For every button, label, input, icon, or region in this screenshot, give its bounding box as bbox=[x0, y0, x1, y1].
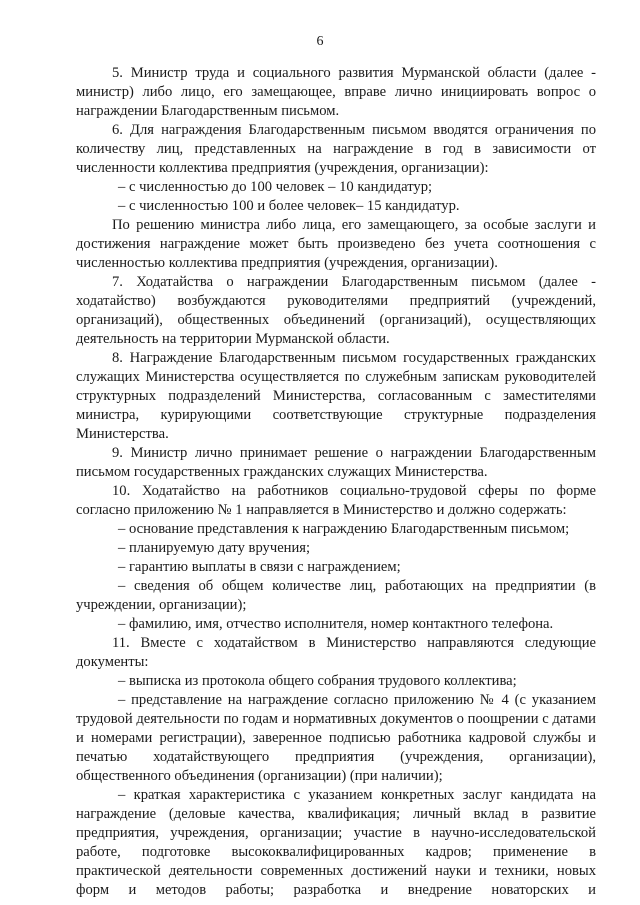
paragraph-9: 9. Министр лично принимает решение о награждении Благодарственным письмом государственных гражданских служащих Министерства. bbox=[76, 445, 596, 480]
paragraph-7: 7. Ходатайства о награждении Благодарственным письмом (далее - ходатайство) возбуждаются руководителями предприятий (учреждений, организаций), общественных объединений (организаций), осуществляющих деятельность на территории Мурманской области. bbox=[76, 274, 596, 347]
paragraph-10: 10. Ходатайство на работников социально-трудовой сферы по форме согласно приложению № 1 направляется в Министерство и должно содержать: bbox=[76, 483, 596, 518]
list-item: – планируемую дату вручения; bbox=[118, 540, 311, 556]
paragraph-11: 11. Вместе с ходатайством в Министерство направляются следующие документы: bbox=[76, 635, 596, 670]
list-item: – с численностью до 100 человек – 10 кандидатур; bbox=[118, 179, 433, 195]
list-item: – представление на награждение согласно приложению № 4 (с указанием трудовой деятельности по годам и нормативных документов о поощрении с датами и номерами регистрации), заверенное подписью работника кадровой службы и печатью ходатайствующего предприятия (учреждения, организации), общественного объединения (организации) (при наличии); bbox=[76, 692, 596, 784]
list-item: – выписка из протокола общего собрания трудового коллектива; bbox=[118, 673, 517, 689]
list-item: – краткая характеристика с указанием конкретных заслуг кандидата на награждение (деловые качества, квалификация; личный вклад в развитие предприятия, учреждения, организации; участие в научно-исследовательской работе, подготовке высококвалифицированных кадров; применение в практической деятельности современных достижений науки и техники, новых форм и методов работы; разработка и внедрение новаторских и bbox=[76, 787, 596, 898]
paragraph-8: 8. Награждение Благодарственным письмом государственных гражданских служащих Министерства осуществляется по служебным запискам руководителей структурных подразделений Министерства, согласованным с заместителями министра, курирующими соответствующие структурные подразделения Министерства. bbox=[76, 350, 596, 442]
paragraph-5: 5. Министр труда и социального развития Мурманской области (далее - министр) либо лицо, его замещающее, вправе лично инициировать вопрос о награждении Благодарственным письмом. bbox=[76, 65, 596, 119]
paragraph-6: 6. Для награждения Благодарственным письмом вводятся ограничения по количеству лиц, представленных на награждение в год в зависимости от численности коллектива предприятия (учреждения, организации): bbox=[76, 122, 596, 176]
document-body bbox=[76, 64, 596, 900]
list-item: – сведения об общем количестве лиц, работающих на предприятии (в учреждении, организации); bbox=[76, 578, 596, 613]
page-number: 6 bbox=[316, 34, 324, 49]
list-item: – фамилию, имя, отчество исполнителя, номер контактного телефона. bbox=[118, 616, 554, 632]
list-item: – основание представления к награждению Благодарственным письмом; bbox=[118, 521, 570, 537]
list-item: – гарантию выплаты в связи с награждением; bbox=[118, 559, 401, 575]
paragraph-6-note: По решению министра либо лица, его замещающего, за особые заслуги и достижения награждение может быть произведено без учета соотношения с численностью коллектива предприятия (учреждения, организации). bbox=[76, 217, 596, 271]
list-item: – с численностью 100 и более человек– 15 кандидатур. bbox=[118, 198, 460, 214]
